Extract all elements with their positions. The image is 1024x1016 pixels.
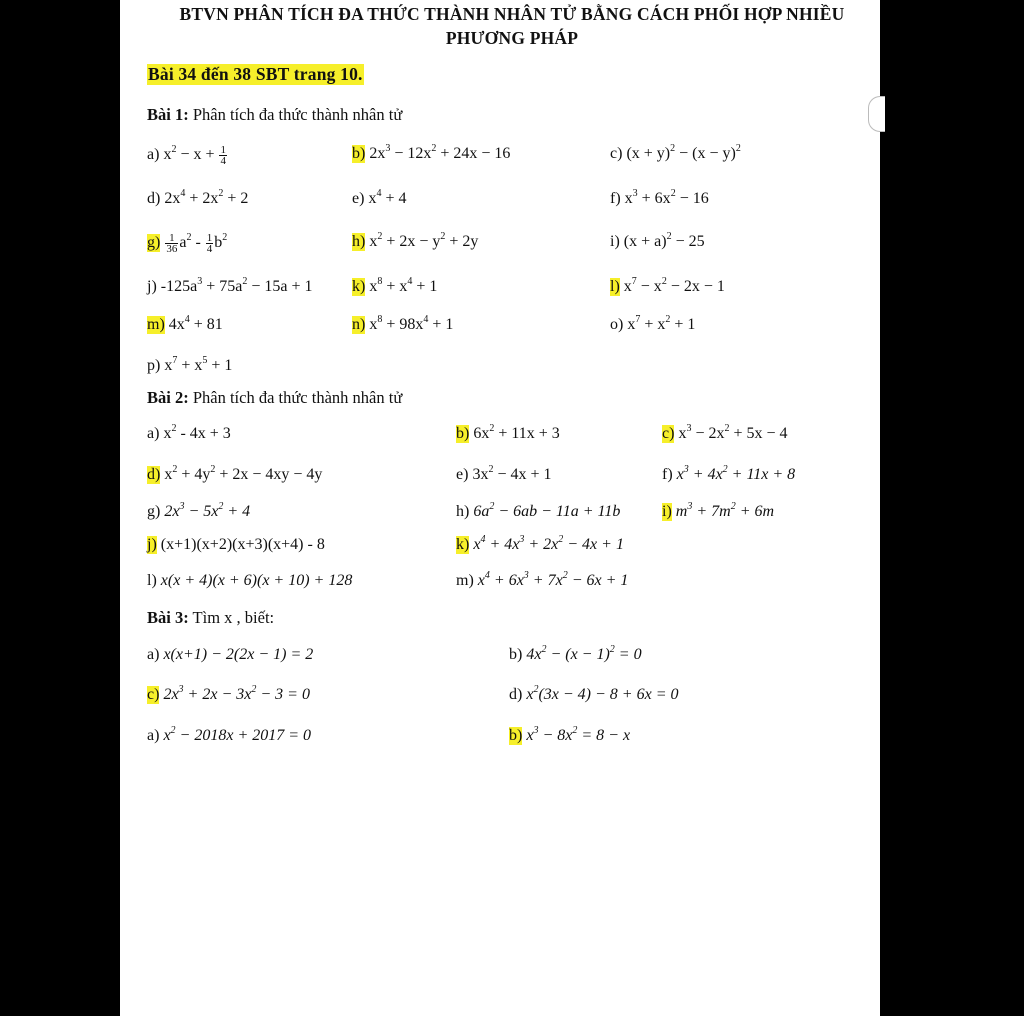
exponent: 2 bbox=[666, 231, 672, 242]
item-expression bbox=[526, 727, 630, 744]
exponent: 2 bbox=[665, 314, 671, 325]
exponent: 2 bbox=[670, 188, 676, 199]
exponent: 2 bbox=[218, 188, 224, 199]
bai1-heading-label: Bài 1: bbox=[147, 105, 189, 124]
expression-part: + 1 bbox=[428, 316, 454, 333]
expression-part: (3x − 4) − 8 + 6x = 0 bbox=[538, 686, 679, 703]
item-expression bbox=[627, 316, 695, 333]
bai2-heading-label: Bài 2: bbox=[147, 388, 189, 407]
expression-part: + 75a bbox=[202, 278, 243, 295]
item-label: m) bbox=[147, 316, 165, 333]
exponent: 3 bbox=[179, 501, 185, 512]
expression-part: x bbox=[163, 425, 172, 442]
item-label: a) bbox=[147, 646, 160, 663]
expression-part: − 5x bbox=[184, 503, 219, 520]
item-expression bbox=[472, 466, 551, 483]
item-label: g) bbox=[147, 234, 161, 252]
exponent: 2 bbox=[171, 144, 177, 156]
expression-part: + 2y bbox=[445, 233, 479, 250]
bai3-item bbox=[147, 686, 310, 704]
expression-part: + 4 bbox=[223, 503, 251, 520]
exponent: 2 bbox=[558, 534, 564, 545]
item-label: j) bbox=[147, 536, 157, 553]
bai1-item bbox=[147, 357, 232, 375]
item-expression bbox=[526, 646, 641, 663]
expression-part: + 98x bbox=[382, 316, 424, 333]
bai3-heading bbox=[147, 608, 274, 628]
exponent: 2 bbox=[377, 231, 383, 242]
expression-part: x bbox=[627, 316, 636, 333]
bai2-item bbox=[662, 425, 788, 443]
expression-part: − 2x − 1 bbox=[666, 278, 725, 295]
expression-part: x bbox=[526, 727, 534, 744]
fraction bbox=[219, 145, 227, 166]
expression-part: x bbox=[369, 316, 378, 333]
exponent: 3 bbox=[686, 423, 692, 434]
item-label: c) bbox=[610, 145, 623, 162]
expression-part: + 1 bbox=[670, 316, 696, 333]
item-label: l) bbox=[610, 278, 620, 295]
expression-part: - 4x + 3 bbox=[176, 425, 231, 442]
expression-part: − (x − y) bbox=[675, 145, 736, 162]
exponent: 2 bbox=[489, 423, 495, 434]
fraction-numerator: 1 bbox=[206, 232, 213, 244]
item-label: d) bbox=[147, 466, 161, 483]
bai3-item bbox=[509, 727, 630, 745]
exponent: 8 bbox=[377, 314, 383, 325]
expression-part: x bbox=[624, 190, 633, 207]
exponent: 2 bbox=[210, 464, 216, 475]
item-label: c) bbox=[147, 686, 160, 703]
bai2-item bbox=[456, 466, 551, 484]
bai2-heading-text: Phân tích đa thức thành nhân tử bbox=[188, 388, 403, 407]
expression-part: + x bbox=[177, 357, 203, 374]
expression-part: + 2x bbox=[185, 190, 219, 207]
exponent: 2 bbox=[724, 423, 730, 434]
bai2-item bbox=[456, 425, 560, 443]
expression-part: -125a bbox=[160, 278, 198, 295]
expression-part: + 11x + 8 bbox=[727, 466, 796, 483]
bai2-item bbox=[456, 536, 624, 554]
bai1-item bbox=[147, 190, 248, 208]
expression-part: - bbox=[191, 234, 205, 252]
bai1-item bbox=[147, 316, 223, 334]
item-label: h) bbox=[456, 503, 470, 520]
exponent: 2 bbox=[730, 501, 736, 512]
expression-part: 2x bbox=[164, 503, 180, 520]
expression-part: − 3 = 0 bbox=[256, 686, 310, 703]
item-expression bbox=[625, 190, 709, 207]
item-expression bbox=[624, 233, 705, 250]
exponent: 4 bbox=[423, 314, 429, 325]
bai1-item bbox=[610, 145, 741, 163]
expression-part: − 8x bbox=[538, 727, 573, 744]
item-expression bbox=[164, 190, 248, 207]
exponent: 4 bbox=[376, 188, 382, 199]
item-label: j) bbox=[147, 278, 157, 295]
exponent: 3 bbox=[683, 464, 689, 475]
expression-part: + 6x bbox=[489, 572, 524, 589]
item-label: f) bbox=[610, 190, 621, 207]
exponent: 2 bbox=[218, 501, 224, 512]
exponent: 2 bbox=[722, 464, 728, 475]
expression-part: + 4x bbox=[688, 466, 723, 483]
item-expression bbox=[473, 536, 624, 553]
expression-part: + 7x bbox=[528, 572, 563, 589]
item-expression bbox=[169, 316, 223, 333]
expression-part: 2x bbox=[369, 145, 386, 162]
item-expression bbox=[626, 145, 740, 162]
expression-part: 2x bbox=[164, 190, 181, 207]
exponent: 2 bbox=[488, 464, 494, 475]
exponent: 4 bbox=[180, 188, 186, 199]
expression-part: 6a bbox=[473, 503, 490, 520]
item-label: f) bbox=[662, 466, 673, 483]
expression-part: m bbox=[675, 503, 688, 520]
expression-part: − 25 bbox=[671, 233, 705, 250]
expression-part: x bbox=[678, 425, 687, 442]
expression-part: + 1 bbox=[207, 357, 233, 374]
exponent: 4 bbox=[407, 276, 413, 287]
expression-part: x bbox=[477, 572, 485, 589]
item-expression bbox=[163, 144, 228, 167]
expression-part: − x bbox=[636, 278, 662, 295]
bai1-item bbox=[352, 316, 453, 334]
item-label: d) bbox=[509, 686, 523, 703]
expression-part: (x + y) bbox=[626, 145, 671, 162]
fraction-denominator: 4 bbox=[206, 243, 213, 255]
bai1-item bbox=[352, 233, 478, 251]
bai3-item bbox=[509, 646, 642, 664]
fraction-numerator: 1 bbox=[220, 144, 226, 156]
bai1-item bbox=[352, 278, 437, 296]
bai2-item bbox=[147, 536, 325, 554]
item-expression bbox=[163, 646, 313, 663]
subtitle: Bài 34 đến 38 SBT trang 10. bbox=[148, 64, 363, 84]
exponent: 2 bbox=[572, 725, 578, 736]
bai3-heading-label: Bài 3: bbox=[147, 608, 189, 627]
item-label: i) bbox=[610, 233, 620, 250]
exponent: 4 bbox=[480, 534, 486, 545]
bai2-item bbox=[147, 503, 250, 521]
exponent: 2 bbox=[251, 684, 257, 695]
bai2-item bbox=[147, 466, 322, 484]
expression-part: + 4x bbox=[485, 536, 520, 553]
exponent: 2 bbox=[170, 725, 176, 736]
expression-part: x bbox=[473, 536, 481, 553]
bai2-item bbox=[662, 503, 774, 521]
item-expression bbox=[369, 316, 453, 333]
exponent: 2 bbox=[562, 570, 568, 581]
exponent: 2 bbox=[670, 143, 676, 154]
item-expression bbox=[526, 686, 678, 703]
exponent: 2 bbox=[541, 644, 547, 655]
exponent: 7 bbox=[631, 276, 637, 287]
item-expression bbox=[473, 425, 559, 442]
item-label: k) bbox=[352, 278, 366, 295]
bai3-heading-text: Tìm x , biết: bbox=[188, 608, 275, 627]
exponent: 3 bbox=[519, 534, 525, 545]
expression-part: x bbox=[676, 466, 684, 483]
item-expression bbox=[473, 503, 620, 520]
expression-part: − 6x + 1 bbox=[567, 572, 629, 589]
bai1-item bbox=[147, 278, 313, 296]
item-expression bbox=[164, 357, 232, 374]
expression-part: − 6ab − 11a + 11b bbox=[494, 503, 621, 520]
bai1-heading-text: Phân tích đa thức thành nhân tử bbox=[188, 105, 403, 124]
item-expression bbox=[368, 190, 406, 207]
exponent: 3 bbox=[197, 276, 203, 287]
expression-part: x bbox=[623, 278, 632, 295]
item-label: o) bbox=[610, 316, 624, 333]
item-label: h) bbox=[352, 233, 366, 250]
exponent: 2 bbox=[431, 143, 437, 154]
expression-part: − 4x + 1 bbox=[563, 536, 624, 553]
expression-part: x bbox=[163, 727, 171, 744]
expression-part: + 6m bbox=[735, 503, 775, 520]
item-label: a) bbox=[147, 727, 160, 744]
item-label: p) bbox=[147, 357, 161, 374]
expression-part: − 2x bbox=[691, 425, 725, 442]
item-label: i) bbox=[662, 503, 672, 520]
item-label: b) bbox=[456, 425, 470, 442]
expression-part: + 6x bbox=[637, 190, 671, 207]
bai2-item bbox=[662, 466, 795, 484]
title-line-1: BTVN PHÂN TÍCH ĐA THỨC THÀNH NHÂN TỬ BẰNG CÁCH PHỐI HỢP NHIỀU bbox=[179, 4, 845, 24]
expression-part: x bbox=[163, 146, 172, 164]
exponent: 2 bbox=[222, 232, 228, 244]
exponent: 4 bbox=[484, 570, 490, 581]
expression-part: = 0 bbox=[614, 646, 642, 663]
expression-part: 6x bbox=[473, 425, 490, 442]
bai2-heading bbox=[147, 388, 402, 408]
fraction-denominator: 4 bbox=[220, 155, 226, 167]
exponent: 7 bbox=[172, 355, 178, 366]
expression-part: − 4x + 1 bbox=[493, 466, 552, 483]
item-label: b) bbox=[509, 727, 523, 744]
expression-part: + 1 bbox=[412, 278, 438, 295]
bai1-item bbox=[352, 190, 406, 208]
scroll-handle[interactable] bbox=[868, 96, 885, 132]
item-expression bbox=[164, 466, 322, 483]
fraction bbox=[165, 233, 178, 254]
item-label: k) bbox=[456, 536, 470, 553]
exponent: 2 bbox=[489, 501, 495, 512]
item-label: g) bbox=[147, 503, 161, 520]
expression-part: − 2018x + 2017 = 0 bbox=[175, 727, 312, 744]
expression-part: x bbox=[368, 190, 377, 207]
expression-part: x bbox=[369, 233, 378, 250]
expression-part: 2x bbox=[163, 686, 179, 703]
item-label: a) bbox=[147, 425, 160, 442]
expression-part: − 16 bbox=[675, 190, 709, 207]
expression-part: x bbox=[164, 466, 173, 483]
exponent: 4 bbox=[184, 314, 190, 325]
expression-part: 4x bbox=[526, 646, 542, 663]
item-expression bbox=[676, 503, 774, 520]
item-expression bbox=[161, 572, 353, 589]
expression-part: x bbox=[369, 278, 378, 295]
item-label: e) bbox=[456, 466, 469, 483]
expression-part: b bbox=[214, 234, 223, 252]
bai2-item bbox=[456, 572, 628, 590]
item-expression bbox=[677, 466, 796, 483]
expression-part: (x + a) bbox=[623, 233, 667, 250]
expression-part: − x + bbox=[176, 146, 219, 164]
expression-part: − 12x bbox=[390, 145, 432, 162]
exponent: 2 bbox=[661, 276, 667, 287]
bai3-item bbox=[509, 686, 678, 704]
bai2-item bbox=[147, 572, 352, 590]
exponent: 2 bbox=[440, 231, 446, 242]
item-label: m) bbox=[456, 572, 474, 589]
expression-part: − (x − 1) bbox=[546, 646, 610, 663]
exponent: 5 bbox=[202, 355, 208, 366]
item-expression bbox=[161, 536, 325, 553]
item-expression bbox=[624, 278, 725, 295]
item-label: e) bbox=[352, 190, 365, 207]
exponent: 7 bbox=[635, 314, 641, 325]
expression-part: + 2x − 3x bbox=[183, 686, 252, 703]
item-expression bbox=[369, 233, 478, 250]
exponent: 3 bbox=[632, 188, 638, 199]
exponent: 3 bbox=[523, 570, 529, 581]
item-expression bbox=[164, 503, 250, 520]
bai1-item bbox=[610, 278, 725, 296]
exponent: 3 bbox=[687, 501, 693, 512]
exponent: 2 bbox=[171, 423, 177, 434]
fraction-denominator: 36 bbox=[166, 243, 178, 255]
expression-part: + 2 bbox=[223, 190, 249, 207]
exponent: 2 bbox=[735, 143, 741, 154]
bai3-item bbox=[147, 727, 311, 745]
expression-part: 3x bbox=[472, 466, 489, 483]
item-expression bbox=[369, 278, 437, 295]
expression-part: + 81 bbox=[189, 316, 223, 333]
item-expression bbox=[161, 278, 313, 295]
item-expression bbox=[163, 727, 311, 744]
expression-part: + 7m bbox=[692, 503, 731, 520]
expression-part: x bbox=[164, 357, 173, 374]
item-expression bbox=[163, 686, 310, 703]
bai1-item bbox=[610, 190, 709, 208]
expression-part: + x bbox=[640, 316, 666, 333]
expression-part: 4x bbox=[168, 316, 185, 333]
bai1-item bbox=[147, 233, 227, 254]
bai1-item bbox=[147, 145, 228, 166]
expression-part: (x+1)(x+2)(x+3)(x+4) - 8 bbox=[160, 536, 325, 553]
expression-part: + 2x − y bbox=[382, 233, 441, 250]
expression-part: + 2x bbox=[524, 536, 559, 553]
item-label: c) bbox=[662, 425, 675, 442]
item-label: n) bbox=[352, 316, 366, 333]
bai3-item bbox=[147, 646, 313, 664]
item-expression bbox=[369, 145, 510, 162]
exponent: 8 bbox=[377, 276, 383, 287]
title-line-2: PHƯƠNG PHÁP bbox=[445, 28, 579, 48]
item-expression bbox=[164, 232, 228, 255]
item-label: b) bbox=[352, 145, 366, 162]
exponent: 2 bbox=[533, 684, 539, 695]
expression-part: + 4 bbox=[381, 190, 407, 207]
exponent: 3 bbox=[533, 725, 539, 736]
fraction-numerator: 1 bbox=[165, 233, 178, 244]
exponent: 2 bbox=[242, 276, 248, 287]
expression-part: x(x + 4)(x + 6)(x + 10) + 128 bbox=[160, 572, 353, 589]
expression-part: + 4y bbox=[177, 466, 211, 483]
expression-part: = 8 − x bbox=[577, 727, 631, 744]
expression-part: − 15a + 1 bbox=[247, 278, 313, 295]
bai1-item bbox=[610, 233, 705, 251]
item-label: l) bbox=[147, 572, 157, 589]
item-expression bbox=[678, 425, 787, 442]
expression-part: + 24x − 16 bbox=[436, 145, 511, 162]
item-label: d) bbox=[147, 190, 161, 207]
expression-part: + 11x + 3 bbox=[494, 425, 560, 442]
exponent: 2 bbox=[609, 644, 615, 655]
item-label: b) bbox=[509, 646, 523, 663]
exponent: 2 bbox=[186, 232, 192, 244]
bai2-item bbox=[147, 425, 231, 443]
expression-part: + 5x − 4 bbox=[729, 425, 788, 442]
exponent: 3 bbox=[385, 143, 391, 154]
exponent: 2 bbox=[172, 464, 178, 475]
expression-part: + x bbox=[382, 278, 408, 295]
bai1-heading bbox=[147, 105, 402, 125]
bai1-item bbox=[610, 316, 695, 334]
bai2-item bbox=[456, 503, 620, 521]
item-label: a) bbox=[147, 146, 160, 164]
expression-part: x(x+1) − 2(2x − 1) = 2 bbox=[163, 646, 314, 663]
fraction bbox=[206, 233, 214, 254]
item-expression bbox=[163, 425, 230, 442]
exponent: 3 bbox=[178, 684, 184, 695]
expression-part: + 2x − 4xy − 4y bbox=[215, 466, 323, 483]
bai1-item bbox=[352, 145, 510, 163]
expression-part: x bbox=[526, 686, 534, 703]
expression-part: a bbox=[179, 234, 187, 252]
item-expression bbox=[478, 572, 629, 589]
